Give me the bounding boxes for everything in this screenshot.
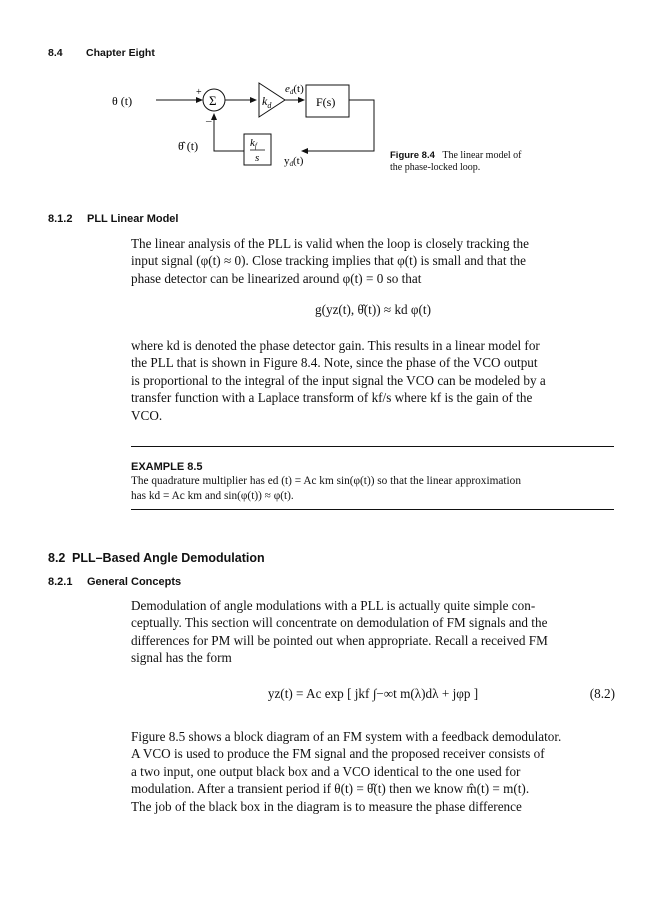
minus-sign: – bbox=[206, 115, 212, 127]
running-head bbox=[48, 47, 155, 59]
equation-fm-signal: yz(t) = Ac exp [ jkf ∫−∞t m(λ)dλ + jφp ] bbox=[267, 686, 479, 701]
running-head-section: 8.4 bbox=[48, 47, 63, 59]
text-line: a two input, one output black box and a VCO identical to the one used for bbox=[131, 763, 521, 779]
figure-caption-label: Figure 8.4 bbox=[390, 150, 435, 161]
paragraph-fm-block-diagram bbox=[131, 728, 615, 815]
feedback-label: θ̂ (t) bbox=[178, 139, 199, 153]
text-line: Demodulation of angle modulations with a PLL is actually quite simple con- bbox=[131, 598, 536, 613]
text-line: input signal (φ(t) ≈ 0). Close tracking implies that φ(t) is small and that the bbox=[131, 253, 526, 269]
section-heading-8-1-2 bbox=[48, 213, 178, 225]
text-line: The linear analysis of the PLL is valid when the loop is closely tracking the bbox=[131, 236, 529, 251]
gain-symbol: $k_d$ bbox=[262, 94, 272, 110]
section-heading-8-2 bbox=[48, 551, 265, 565]
running-head-chapter: Chapter Eight bbox=[86, 47, 155, 59]
pll-linear-model-diagram bbox=[110, 78, 410, 188]
text-line: signal has the form bbox=[131, 650, 232, 666]
vco-numerator: kf bbox=[250, 137, 257, 150]
paragraph-linear-analysis bbox=[131, 235, 615, 287]
detector-output-label: ed(t) bbox=[285, 83, 304, 96]
section-heading-8-2-1 bbox=[48, 576, 181, 588]
text-line: ceptually. This section will concentrate on demodulation of FM signals and the bbox=[131, 615, 548, 631]
filter-label: F(s) bbox=[316, 95, 336, 109]
text-line: transfer function with a Laplace transform of kf/s where kf is the gain of the bbox=[131, 390, 533, 406]
example-bottom-rule bbox=[131, 509, 614, 510]
text-line: modulation. After a transient period if θ(t) = θ̂(t) then we know m̂(t) = m(t). bbox=[131, 781, 530, 797]
section-title: General Concepts bbox=[87, 576, 182, 588]
section-number: 8.1.2 bbox=[48, 213, 73, 225]
text-line: the PLL that is shown in Figure 8.4. Note, since the phase of the VCO output bbox=[131, 355, 538, 371]
section-number: 8.2 bbox=[48, 551, 66, 565]
example-line: The quadrature multiplier has ed (t) = Ac km sin(φ(t)) so that the linear approximation bbox=[131, 475, 521, 487]
input-label: θ (t) bbox=[112, 94, 133, 108]
text-line: Figure 8.5 shows a block diagram of an FM system with a feedback demodulator. bbox=[131, 729, 562, 744]
text-line: phase detector can be linearized around φ(t) = 0 so that bbox=[131, 270, 422, 286]
summer-symbol: Σ bbox=[209, 93, 217, 108]
plus-sign: + bbox=[196, 87, 202, 98]
text-line: is proportional to the integral of the input signal the VCO can be modeled by a bbox=[131, 372, 546, 388]
text-line: VCO. bbox=[131, 407, 163, 423]
equation-number: (8.2) bbox=[589, 686, 615, 701]
feedback-to-summer-arrow bbox=[214, 114, 244, 151]
text-line: differences for PM will be pointed out when appropriate. Recall a received FM bbox=[131, 632, 548, 648]
example-top-rule bbox=[131, 446, 614, 447]
example-title: EXAMPLE 8.5 bbox=[131, 461, 203, 473]
text-line: where kd is denoted the phase detector gain. This results in a linear model for bbox=[131, 338, 540, 353]
section-title: PLL–Based Angle Demodulation bbox=[72, 551, 265, 565]
equation-linearized-detector: g(yz(t), θ̂(t)) ≈ kd φ(t) bbox=[314, 302, 431, 317]
example-body bbox=[131, 474, 615, 503]
text-line: A VCO is used to produce the FM signal and the proposed receiver consists of bbox=[131, 746, 545, 762]
figure-caption bbox=[390, 150, 590, 174]
text-line: The job of the black box in the diagram is to measure the phase difference bbox=[131, 798, 522, 814]
section-title: PLL Linear Model bbox=[87, 213, 179, 225]
example-line: has kd = Ac km and sin(φ(t)) ≈ φ(t). bbox=[131, 489, 294, 502]
paragraph-angle-demodulation bbox=[131, 597, 615, 667]
figure-caption-line2: the phase-locked loop. bbox=[390, 162, 481, 173]
output-label: yd(t) bbox=[284, 155, 304, 168]
vco-denominator: s bbox=[255, 152, 260, 164]
figure-caption-line1: The linear model of bbox=[442, 150, 522, 161]
section-number: 8.2.1 bbox=[48, 576, 73, 588]
paragraph-phase-detector-gain bbox=[131, 337, 615, 424]
